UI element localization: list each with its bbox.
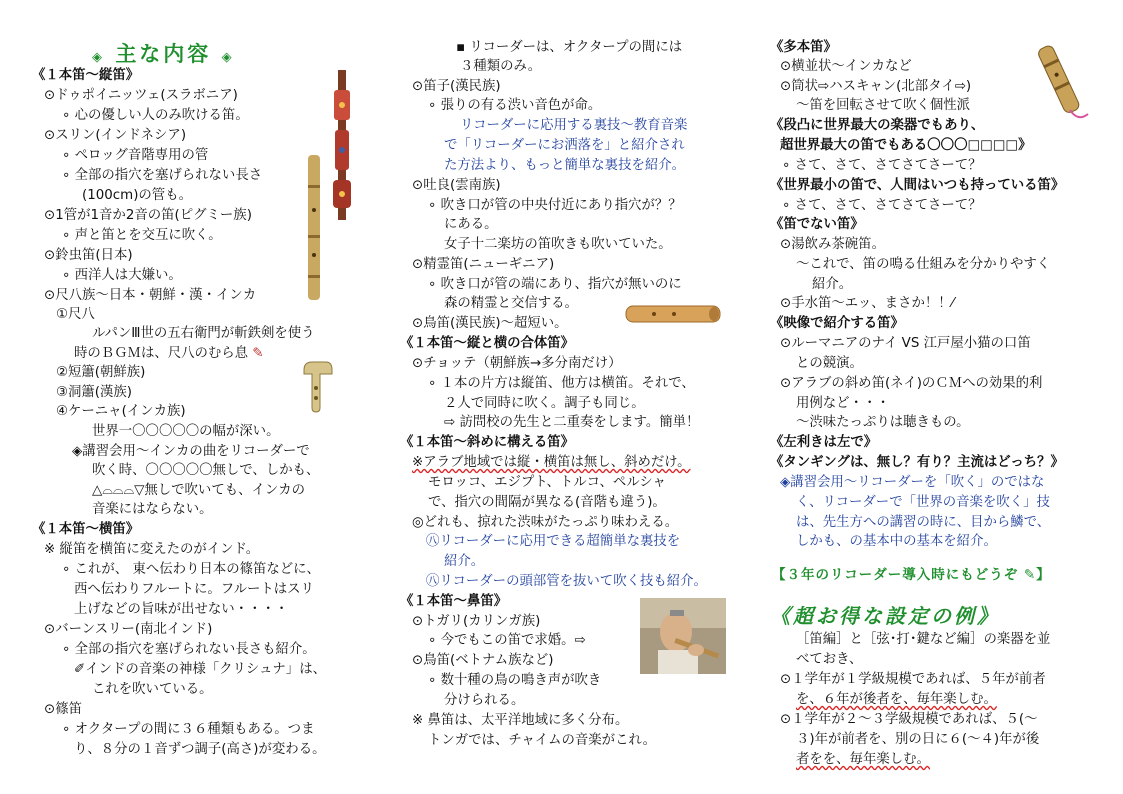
- section-heading: 《笛でない笛》: [770, 217, 864, 232]
- highlight-text: ㊇リコーダーの頭部管を抜いて吹く技も紹介。: [426, 574, 707, 589]
- list-item: ⊙1管が1音か2音の笛(ピグミー族): [44, 208, 252, 223]
- section-heading: 《タンギングは、無し？有り？主流はどっち？》: [770, 455, 1064, 470]
- list-item: ⊙吐良(雲南族): [412, 178, 501, 193]
- promo-banner: 【３年のリコーダー導入時にもどうぞ ✎】: [772, 567, 1051, 583]
- list-item: ∘ オクタープの間に３６種類もある。つま: [62, 722, 315, 737]
- list-item: ∘ 吹き口が管の中央付近にあり指穴が？？: [428, 198, 682, 213]
- title-ornament-icon: ◈: [92, 50, 105, 65]
- list-item: 音楽にはならない。: [92, 502, 213, 517]
- list-item: ⊙横並状～インカなど: [780, 59, 912, 74]
- highlight-text: リコーダーに応用する裏技～教育音楽: [460, 118, 688, 133]
- list-item: (100cm)の管も。: [82, 188, 192, 203]
- section-heading: 《左利きは左で》: [770, 435, 878, 450]
- section-heading: 《１本笛～縦と横の合体笛》: [400, 336, 575, 351]
- list-item: ∘ 全部の指穴を塞げられない長さ: [62, 168, 263, 183]
- list-item: ⊙チョッテ（朝鮮族→多分南だけ）: [412, 356, 622, 371]
- section-heading: 《段凸に世界最大の楽器でもあり、: [770, 118, 985, 133]
- highlight-text: しかも、の基本中の基本を紹介。: [796, 534, 997, 549]
- list-item: ∘ 全部の指穴を塞げられない長さも紹介。: [62, 642, 316, 657]
- highlight-text: 紹介。: [444, 554, 485, 569]
- list-item: ▪ リコーダーは、オクタープの間には: [456, 40, 683, 55]
- list-item: 紹介。: [812, 277, 853, 292]
- flute-mark-icon: ✎: [252, 346, 264, 361]
- section-heading: 《１本笛～斜めに構える笛》: [400, 435, 575, 450]
- list-item: 吹く時、〇〇〇〇〇無しで、しかも、: [92, 463, 320, 478]
- list-item: ⊙ドゥポイニッツェ(スラボニア): [44, 88, 238, 103]
- list-item: ◈講習会用～インカの曲をリコーダーで: [72, 444, 310, 459]
- list-item: ⊙１学年が２～３学級規模であれば、５(～: [780, 712, 1038, 727]
- list-item: ①尺八: [56, 307, 95, 322]
- list-item: ∘ さて、さて、さてさてさーて？: [782, 198, 982, 213]
- title-ornament-icon: ◈: [221, 50, 235, 65]
- highlight-text: で「リコーダーにお洒落を」と紹介され: [444, 138, 685, 153]
- list-item: 世界一〇〇〇〇〇の幅が深い。: [92, 424, 280, 439]
- highlight-text: ㊇リコーダーに応用できる超簡単な裏技を: [426, 534, 681, 549]
- list-item: ⊙篠笛: [44, 702, 83, 717]
- whistle-image: [296, 358, 346, 413]
- list-item: ⊙鳥笛(ベトナム族など): [412, 653, 554, 668]
- list-item: ⊙アラブの斜め笛(ネイ)のＣＭへの効果的利: [780, 376, 1043, 391]
- list-item: 西へ伝わりフルートに。フルートはスリ: [74, 582, 314, 597]
- list-item: ∘ 吹き口が管の端にあり、指穴が無いのに: [428, 277, 682, 292]
- list-item: ⊙トガリ(カリンガ族): [412, 614, 541, 629]
- highlight-text: く、リコーダーで「世界の音楽を吹く」技: [796, 495, 1050, 510]
- list-item: り、８分の１音ずつ調子(高さ)が変わる。: [74, 742, 326, 757]
- list-item: ⊙手水笛～エッ、まさか！！⁄: [780, 296, 954, 311]
- list-item: 森の精霊と交信する。: [444, 296, 578, 311]
- section-heading: 《世界最小の笛で、人間はいつも持っている笛》: [770, 178, 1065, 193]
- list-item: ３)年が前者を、別の日に６(～４)年が後: [796, 732, 1040, 747]
- list-item: ３種類のみ。: [460, 59, 542, 74]
- list-item: 女子十二楽坊の笛吹きも吹いていた。: [444, 237, 672, 252]
- list-item: ルパンⅢ世の五右衛門が斬鉄剣を使う: [92, 326, 315, 341]
- highlight-text: た方法より、もっと簡単な裏技を紹介。: [444, 158, 686, 173]
- list-item: ※ 鼻笛は、太平洋地域に多く分布。: [412, 713, 629, 728]
- section-heading: 超世界最大の笛でもある〇〇〇□□□□》: [780, 138, 1032, 153]
- carved-flute-image: [326, 70, 358, 220]
- list-item: ∘ 今でもこの笛で求婚。⇨: [428, 633, 586, 648]
- list-item: ⊙笛子(漢民族): [412, 79, 501, 94]
- section-heading: 《多本笛》: [770, 40, 837, 55]
- list-item: ⊙ルーマニアのナイ VS 江戸屋小猫の口笛: [780, 336, 1031, 351]
- list-item: △⌓⌓⌓▽無しで吹いても、インカの: [92, 483, 306, 498]
- highlight-text: ◈講習会用～リコーダーを「吹く」のではな: [780, 475, 1045, 490]
- list-item: ～渋味たっぷりは聴きもの。: [796, 415, 970, 430]
- list-item: ◎どれも、掠れた渋味がたっぷり味わえる。: [412, 515, 679, 530]
- list-item: ∘ 張りの有る渋い音色が命。: [428, 98, 602, 113]
- list-item: ②短簫(朝鮮族): [56, 365, 146, 380]
- list-item: ✐インドの音楽の神様「クリシュナ」は、: [74, 662, 326, 677]
- list-item: ⊙鈴虫笛(日本): [44, 248, 133, 263]
- list-item: ∘ 数十種の鳥の鳴き声が吹き: [428, 673, 602, 688]
- list-item: ⊙１学年が１学級規模であれば、５年が前者: [780, 672, 1046, 687]
- list-item: 用例など・・・: [796, 396, 890, 411]
- page-title: ◈ 主な内容 ◈: [92, 42, 235, 66]
- list-item: ［笛編］と［弦･打･鍵など編］の楽器を並: [796, 632, 1051, 647]
- section-heading: 《１本笛～鼻笛》: [400, 594, 508, 609]
- list-item: トンガでは、チャイムの音楽がこれ。: [428, 733, 657, 748]
- list-item: ∘ さて、さて、さてさてさーて？: [782, 158, 982, 173]
- list-item: ∘ 西洋人は大嫌い。: [62, 268, 182, 283]
- list-item: ⊙筒状⇨ハスキャン(北部タイ⇨): [780, 79, 972, 94]
- list-item: ∘ １本の片方は縦笛、他方は横笛。それで、: [428, 376, 695, 391]
- list-item: ∘ 心の優しい人のみ吹ける笛。: [62, 108, 249, 123]
- list-item: ※アラブ地域では縦・横笛は無し、斜めだけ。: [412, 455, 691, 470]
- list-item: ⊙湯飲み茶碗笛。: [780, 237, 885, 252]
- list-item: ∘ これが、 東へ伝わり日本の篠笛などに、: [62, 562, 320, 577]
- list-item: ④ケーニャ(インカ族): [56, 404, 186, 419]
- list-item: にある。: [444, 217, 498, 232]
- nose-flute-player-photo: [640, 598, 726, 674]
- example-title: 《超お得な設定の例》: [770, 604, 1000, 628]
- list-item: ③洞簫(漢族): [56, 385, 133, 400]
- list-item: 上げなどの旨味が出せない・・・・: [74, 602, 289, 617]
- list-item: ～笛を回転させて吹く個性派: [796, 98, 971, 113]
- list-item: ⊙バーンスリー(南北インド): [44, 622, 213, 637]
- tube-flute-image: [1030, 40, 1090, 125]
- list-item: ∘ 声と笛とを交互に吹く。: [62, 228, 222, 243]
- list-item: これを吹いている。: [92, 682, 213, 697]
- wooden-flute-image: [624, 296, 724, 332]
- list-item: ⊙精霊笛(ニューギニア): [412, 257, 555, 272]
- list-item: で、指穴の間隔が異なる(音階も違う)。: [428, 495, 666, 510]
- list-item: ～これで、笛の鳴る仕組みを分かりやすく: [796, 257, 1051, 272]
- list-item: 時のＢＧＭは、尺八のむら息 ✎: [74, 346, 264, 361]
- list-item: べておき、: [796, 652, 863, 667]
- list-item: を、６年が後者を、毎年楽しむ。: [796, 692, 997, 707]
- list-item: 分けられる。: [444, 693, 525, 708]
- list-item: ⊙鳥笛(漢民族)～超短い。: [412, 316, 568, 331]
- list-item: ⇨ 訪問校の先生と二重奏をします。簡単！: [444, 415, 700, 430]
- list-item: ∘ ペロッグ音階専用の管: [62, 148, 209, 163]
- list-item: との競演。: [796, 356, 863, 371]
- section-heading: 《１本笛～横笛》: [32, 522, 140, 537]
- bamboo-flute-image: [298, 155, 328, 300]
- section-heading: 《映像で紹介する笛》: [770, 316, 904, 331]
- list-item: 者をを、毎年楽しむ。: [796, 752, 930, 767]
- list-item: ⊙スリン(インドネシア): [44, 128, 187, 143]
- list-item: モロッコ、エジプト、トルコ、ペルシャ: [428, 475, 666, 490]
- highlight-text: は、先生方への講習の時に、目から鱗で、: [796, 515, 1051, 530]
- list-item: ※ 縦笛を横笛に変えたのがインド。: [44, 542, 260, 557]
- section-heading: 《１本笛～縦笛》: [32, 68, 140, 83]
- list-item: ２人で同時に吹く。調子も同じ。: [444, 396, 645, 411]
- list-item: ⊙尺八族～日本・朝鮮・漢・インカ: [44, 288, 257, 303]
